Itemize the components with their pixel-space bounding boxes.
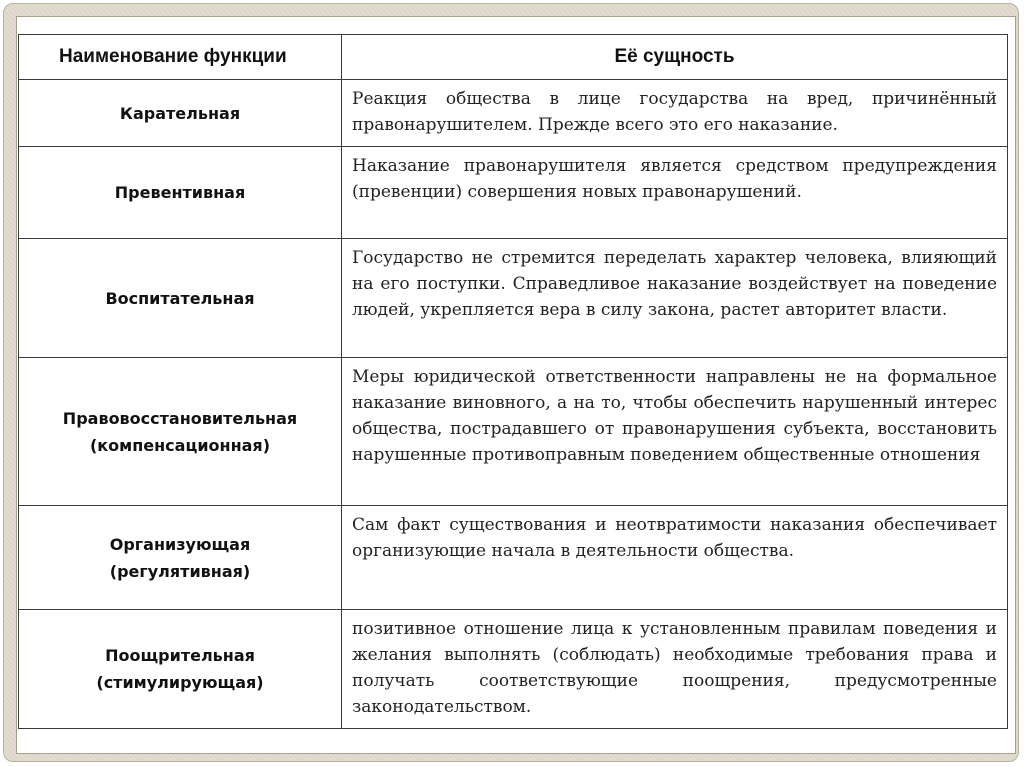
function-name-cell bbox=[19, 506, 342, 610]
function-description: Сам факт существования и неотвратимости наказания обеспечивает организующие начала в деятельности общества. bbox=[342, 506, 1008, 610]
function-name: Превентивная bbox=[114, 183, 246, 202]
function-name: Карательная bbox=[119, 103, 241, 123]
function-name-line-2: (регулятивная) bbox=[109, 561, 251, 581]
function-name-cell bbox=[19, 80, 342, 147]
header-function-name: Наименование функции bbox=[19, 35, 342, 80]
function-description: Реакция общества в лице государства на вред, причинённый правонарушителем. Прежде всего это его наказание. bbox=[342, 80, 1008, 147]
function-name-cell bbox=[19, 147, 342, 239]
function-name-cell bbox=[19, 358, 342, 506]
function-name-line-1: Правовосстановительная bbox=[62, 408, 298, 428]
function-description: позитивное отношение лица к установленным правилам поведения и желания выполнять (соблюдать) необходимые требования права и получать соответствующие поощрения, предусмотренные законодательством. bbox=[342, 610, 1008, 729]
table-row bbox=[19, 147, 1008, 239]
header-essence: Её сущность bbox=[342, 35, 1008, 80]
function-description: Меры юридической ответственности направлены не на формальное наказание виновного, а на то, чтобы обеспечить нарушенный интерес общества, пострадавшего от правонарушения субъекта, восстановить нарушенные противоправным поведением общественные отношения bbox=[342, 358, 1008, 506]
function-name-line-1: Поощрительная bbox=[105, 646, 255, 665]
table-row bbox=[19, 80, 1008, 147]
function-name-line-2: (стимулирующая) bbox=[96, 673, 264, 692]
table-row bbox=[19, 239, 1008, 358]
function-description: Государство не стремится переделать характер человека, влияющий на его поступки. Справедливое наказание воздействует на поведение людей, укрепляется вера в силу закона, растет авторитет власти. bbox=[342, 239, 1008, 358]
function-name-line-2: (компенсационная) bbox=[89, 435, 271, 455]
table-row bbox=[19, 358, 1008, 506]
table-header-row bbox=[19, 35, 1008, 80]
functions-table bbox=[18, 34, 1008, 729]
function-name-cell bbox=[19, 239, 342, 358]
function-description: Наказание правонарушителя является средством предупреждения (превенции) совершения новых правонарушений. bbox=[342, 147, 1008, 239]
table-row bbox=[19, 506, 1008, 610]
function-name: Воспитательная bbox=[105, 288, 255, 308]
function-name-cell bbox=[19, 610, 342, 729]
table-row bbox=[19, 610, 1008, 729]
function-name-line-1: Организующая bbox=[109, 534, 251, 554]
